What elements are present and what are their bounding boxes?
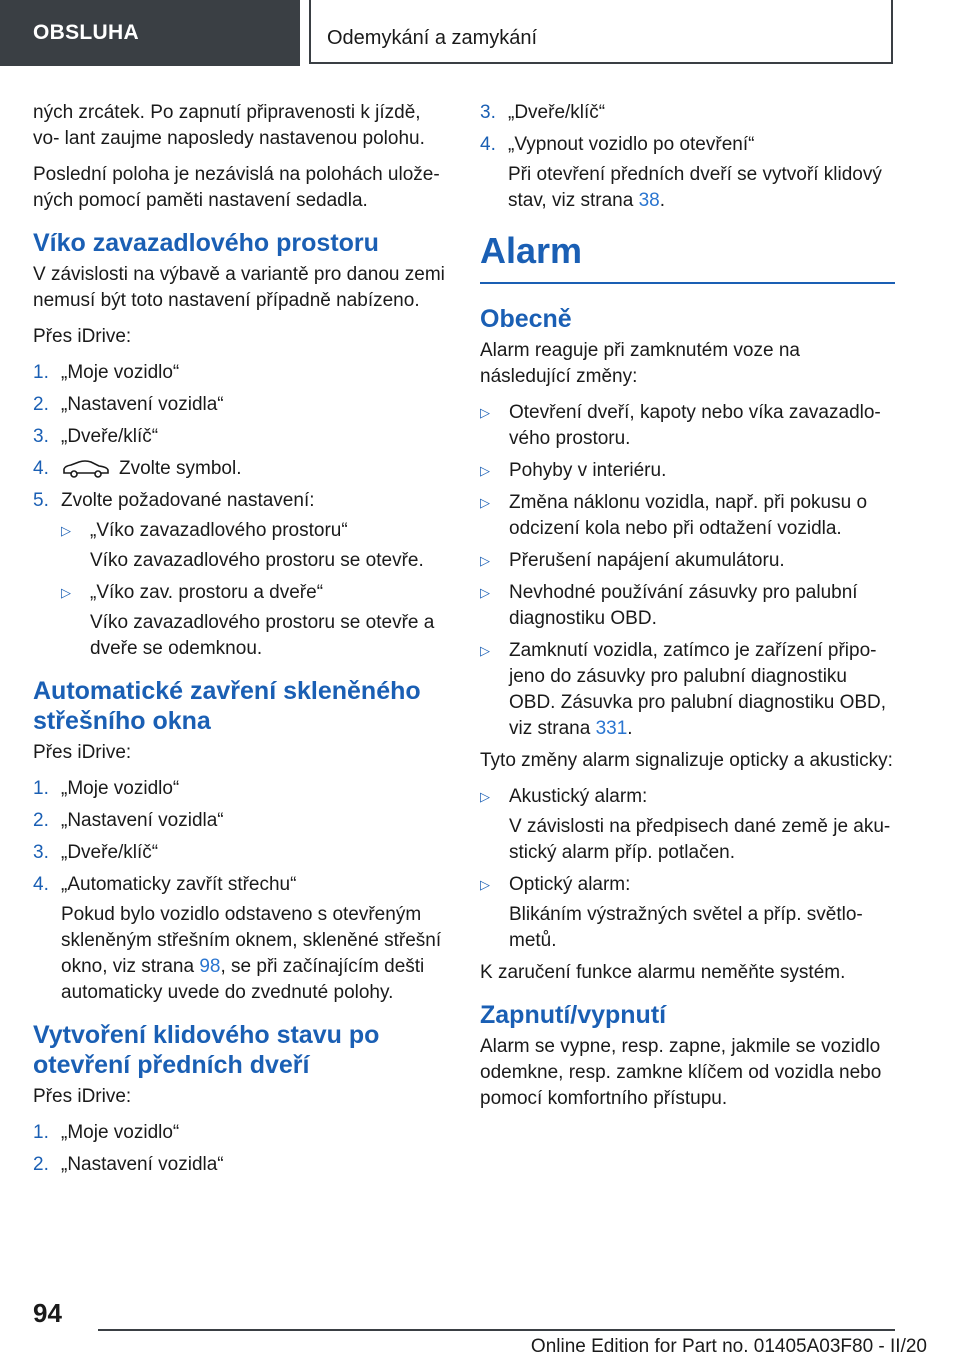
triangle-right-icon: ▷ <box>480 553 490 568</box>
alarm-types-list <box>480 784 895 954</box>
via-idrive-label: Přes iDrive: <box>33 326 132 347</box>
option-text: „Víko zavazadlového prostoru“ <box>90 520 348 541</box>
options-list <box>61 518 448 662</box>
steps-list <box>33 776 448 1006</box>
page-link[interactable]: 38 <box>638 190 660 211</box>
step-text: „Moje vozidlo“ <box>61 778 180 799</box>
step-number: 3. <box>33 842 49 863</box>
section-title-general: Obecně <box>480 305 572 333</box>
header-section-label: OBSLUHA <box>33 21 139 44</box>
footer-divider <box>98 1329 895 1331</box>
section-paragraph: Alarm se vypne, resp. zapne, jakmile se vozidlo odemkne, resp. zamkne klíčem od vozidla nebo pomocí komfortního přístupu. <box>480 1036 882 1109</box>
list-item <box>61 518 448 574</box>
step-number: 3. <box>33 426 49 447</box>
footer-edition: Online Edition for Part no. 01405A03F80 - II/20 <box>530 1336 927 1357</box>
step-description-text: . <box>659 190 666 211</box>
step-number: 4. <box>33 874 49 895</box>
step-text: Zvolte symbol. <box>119 458 242 479</box>
step-number: 4. <box>480 134 496 155</box>
section-title-sunroof: Automatické zavření skleněného střešního okna <box>33 677 421 735</box>
step-description <box>508 162 895 214</box>
step-text: „Nastavení vozidla“ <box>61 394 224 415</box>
signal-paragraph: Tyto změny alarm signalizuje opticky a akusticky: <box>480 750 893 771</box>
triangle-right-icon: ▷ <box>480 789 490 804</box>
step-text: „Automaticky zavřít střechu“ <box>61 874 297 895</box>
list-item <box>33 360 448 386</box>
header-chapter <box>309 0 893 64</box>
step-number: 1. <box>33 362 49 383</box>
list-item <box>480 872 895 954</box>
list-item <box>33 456 448 482</box>
triangle-right-icon: ▷ <box>480 405 490 420</box>
bullet-text: . <box>627 718 633 739</box>
step-number: 1. <box>33 1122 49 1143</box>
section-title-on-off: Zapnutí/vypnutí <box>480 1001 667 1029</box>
steps-list <box>480 100 895 214</box>
step-number: 3. <box>480 102 496 123</box>
section-title-trunk-lid: Víko zavazadlového prostoru <box>33 229 379 257</box>
step-number: 2. <box>33 1154 49 1175</box>
list-item <box>33 808 448 834</box>
list-item <box>61 580 448 662</box>
triangle-right-icon: ▷ <box>480 495 490 510</box>
step-text: „Nastavení vozidla“ <box>61 810 224 831</box>
via-idrive-label: Přes iDrive: <box>33 742 132 763</box>
list-item <box>480 784 895 866</box>
bullet-text: Otevření dveří, kapoty nebo víka zavazadlo‐ vého prostoru. <box>509 402 881 449</box>
list-item <box>33 488 448 662</box>
list-item <box>33 840 448 866</box>
option-description: Víko zavazadlového prostoru se otevře. <box>90 550 424 571</box>
bullet-description: Blikáním výstražných světel a příp. světlo‐ metů. <box>509 904 863 951</box>
step-number: 5. <box>33 490 49 511</box>
note-paragraph: K zaručení funkce alarmu neměňte systém. <box>480 962 846 983</box>
option-description: Víko zavazadlového prostoru se otevře a dveře se odemknou. <box>90 612 435 659</box>
car-icon <box>61 459 111 479</box>
step-description-text: Při otevření předních dveří se vytvoří klidový stav, viz strana <box>508 164 882 211</box>
triangle-right-icon: ▷ <box>480 643 490 658</box>
triangle-right-icon: ▷ <box>480 877 490 892</box>
list-item <box>480 548 895 574</box>
step-text: „Dveře/klíč“ <box>61 426 159 447</box>
left-column <box>33 100 448 1184</box>
step-text: „Moje vozidlo“ <box>61 362 180 383</box>
step-number: 4. <box>33 458 49 479</box>
intro-paragraph: Poslední poloha je nezávislá na polohách ulože‐ ných pomocí paměti nastavení sedadla. <box>33 164 440 211</box>
step-text: „Vypnout vozidlo po otevření“ <box>508 134 755 155</box>
bullet-text: Akustický alarm: <box>509 786 648 807</box>
page-link[interactable]: 331 <box>595 718 628 739</box>
triangle-right-icon: ▷ <box>480 463 490 478</box>
bullet-text: Pohyby v interiéru. <box>509 460 667 481</box>
triangle-right-icon: ▷ <box>61 523 71 538</box>
steps-list <box>33 360 448 662</box>
list-item <box>480 458 895 484</box>
list-item <box>33 1152 448 1178</box>
list-item <box>33 776 448 802</box>
list-item <box>480 490 895 542</box>
steps-list <box>33 1120 448 1178</box>
list-item <box>480 100 895 126</box>
step-description <box>61 902 448 1006</box>
list-item <box>33 392 448 418</box>
triangle-right-icon: ▷ <box>480 585 490 600</box>
step-description-text: Pokud bylo vozidlo odstaveno s otevřeným skleněným střešním oknem, skleněné střešní okno, viz strana <box>61 904 442 977</box>
list-item <box>480 132 895 214</box>
list-item <box>33 1120 448 1146</box>
bullet-text: Zamknutí vozidla, zatímco je zařízení připo‐ jeno do zásuvky pro palubní diagnostiku OBD. Zásuvka pro palubní diagnostiku OBD, viz strana <box>509 640 887 739</box>
bullet-text: Přerušení napájení akumulátoru. <box>509 550 785 571</box>
page-number: 94 <box>33 1298 62 1328</box>
step-text: Zvolte požadované nastavení: <box>61 490 315 511</box>
list-item <box>33 424 448 450</box>
list-item <box>480 400 895 452</box>
step-text: „Moje vozidlo“ <box>61 1122 180 1143</box>
bullet-description: V závislosti na předpisech dané země je aku‐ stický alarm příp. potlačen. <box>509 816 891 863</box>
triangle-right-icon: ▷ <box>61 585 71 600</box>
header-chapter-label: Odemykání a zamykání <box>327 27 538 49</box>
step-number: 1. <box>33 778 49 799</box>
list-item <box>480 638 895 742</box>
page-link[interactable]: 98 <box>199 956 221 977</box>
header-section <box>0 0 300 66</box>
section-paragraph: Alarm reaguje při zamknutém voze na následující změny: <box>480 340 800 387</box>
intro-paragraph: ných zrcátek. Po zapnutí připravenosti k jízdě, vo‐ lant zaujme naposledy nastavenou polohu. <box>33 102 425 149</box>
right-column <box>480 100 895 1122</box>
option-text: „Víko zav. prostoru a dveře“ <box>90 582 324 603</box>
step-text: „Nastavení vozidla“ <box>61 1154 224 1175</box>
step-text: „Dveře/klíč“ <box>61 842 159 863</box>
bullet-text: Nevhodné používání zásuvky pro palubní diagnostiku OBD. <box>509 582 858 629</box>
list-item <box>33 872 448 1006</box>
step-text: „Dveře/klíč“ <box>508 102 606 123</box>
bullet-text: Změna náklonu vozidla, např. při pokusu o odcizení kola nebo při odtažení vozidla. <box>509 492 868 539</box>
alarm-triggers-list <box>480 400 895 742</box>
step-number: 2. <box>33 810 49 831</box>
list-item <box>480 580 895 632</box>
via-idrive-label: Přes iDrive: <box>33 1086 132 1107</box>
bullet-text: Optický alarm: <box>509 874 631 895</box>
step-description-text: , se při začínajícím dešti automaticky uvede do zvednuté polohy. <box>61 956 425 1003</box>
step-number: 2. <box>33 394 49 415</box>
section-paragraph: V závislosti na výbavě a variantě pro danou zemi nemusí být toto nastavení případně nabízeno. <box>33 264 445 311</box>
chapter-title-alarm: Alarm <box>480 228 895 284</box>
section-title-rest-state: Vytvoření klidového stavu po otevření předních dveří <box>33 1021 380 1079</box>
